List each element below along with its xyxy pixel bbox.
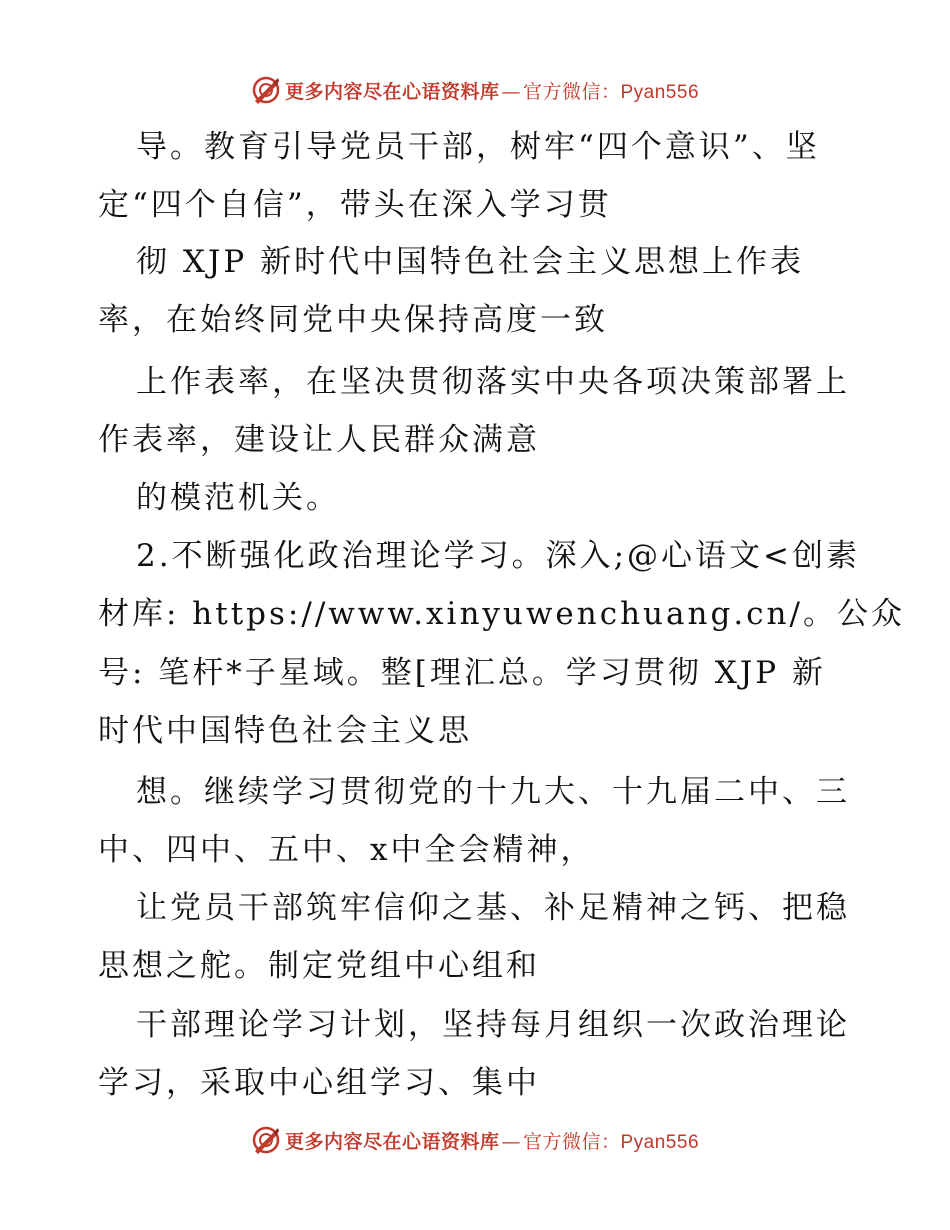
text-line-11: 时代中国特色社会主义思 xyxy=(98,713,472,749)
text-line-4: 率，在始终同党中央保持高度一致 xyxy=(98,302,608,338)
text-line-9: 材库: https://www.xinyuwenchuang.cn/。公众 xyxy=(98,596,905,632)
footer-banner-text xyxy=(285,1127,699,1154)
footer-separator: — xyxy=(501,1130,521,1153)
footer-wechat-id: Pyan556 xyxy=(620,1131,700,1153)
banner-official-label: 官方微信： xyxy=(522,80,621,103)
text-line-5: 上作表率，在坚决贯彻落实中央各项决策部署上 xyxy=(136,364,850,400)
text-line-8: 2.不断强化政治理论学习。深入;@心语文<创素 xyxy=(136,538,860,574)
text-line-3: 彻 XJP 新时代中国特色社会主义思想上作表 xyxy=(136,244,805,280)
brand-logo-icon xyxy=(251,1125,281,1155)
banner-main-text: 更多内容尽在心语资料库 xyxy=(284,80,500,103)
footer-main-text: 更多内容尽在心语资料库 xyxy=(284,1130,500,1153)
text-line-13: 中、四中、五中、x中全会精神， xyxy=(98,832,595,868)
footer-official-label: 官方微信： xyxy=(522,1130,621,1153)
text-line-2: 定“四个自信”，带头在深入学习贯 xyxy=(98,187,612,223)
text-line-15: 思想之舵。制定党组中心组和 xyxy=(98,948,540,984)
text-line-17: 学习，采取中心组学习、集中 xyxy=(98,1065,540,1101)
footer-banner xyxy=(0,1120,950,1160)
text-line-12: 想。继续学习贯彻党的十九大、十九届二中、三 xyxy=(136,774,850,810)
text-line-1: 导。教育引导党员干部，树牢“四个意识”、坚 xyxy=(136,129,820,165)
text-line-14: 让党员干部筑牢信仰之基、补足精神之钙、把稳 xyxy=(136,890,850,926)
banner-separator: — xyxy=(501,80,521,103)
text-line-16: 干部理论学习计划，坚持每月组织一次政治理论 xyxy=(136,1007,850,1043)
text-line-7: 的模范机关。 xyxy=(136,480,340,516)
text-line-10: 号: 笔杆*子星域。整[理汇总。学习贯彻 XJP 新 xyxy=(98,655,826,691)
banner-wechat-id: Pyan556 xyxy=(620,81,700,103)
text-line-6: 作表率，建设让人民群众满意 xyxy=(98,422,540,458)
